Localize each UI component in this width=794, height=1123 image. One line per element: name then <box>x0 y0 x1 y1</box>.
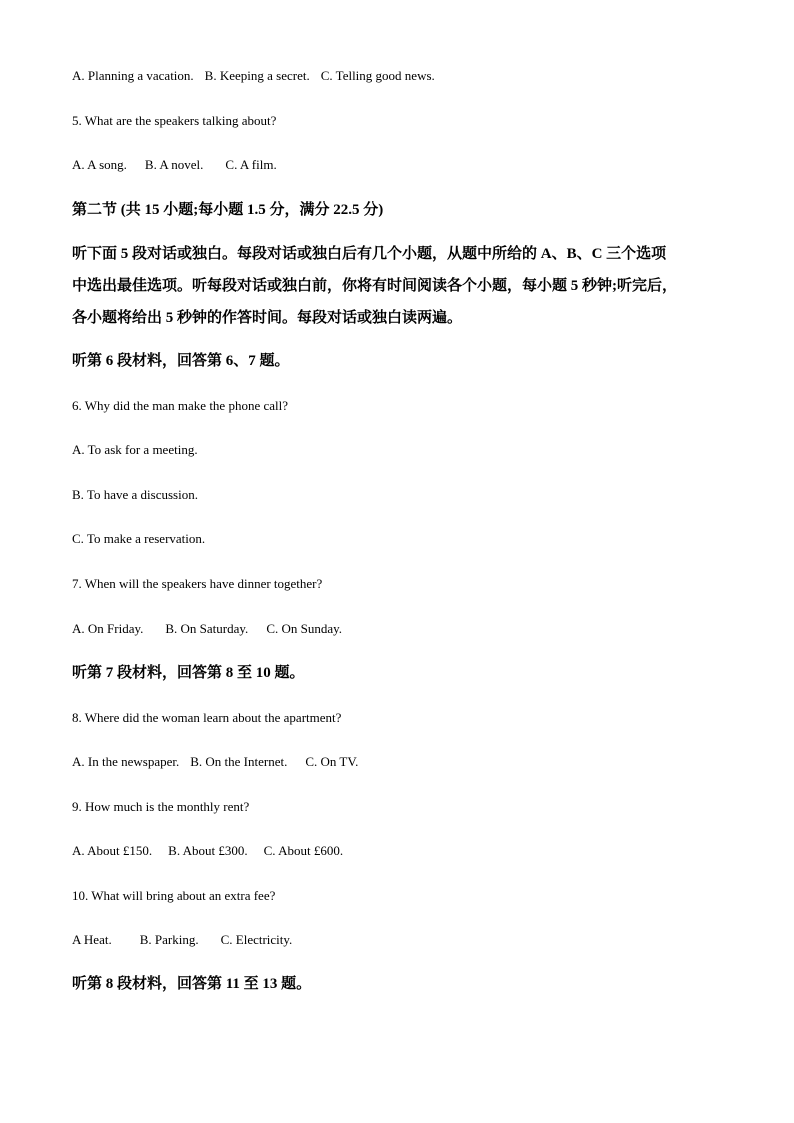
q10-options <box>72 932 292 948</box>
q9-option-a: A. About £150. <box>72 843 153 858</box>
passage6-heading: 听第 6 段材料，回答第 6、7 题。 <box>72 353 290 369</box>
q7-option-b: B. On Saturday. <box>165 621 249 636</box>
q4-options <box>72 68 435 84</box>
question-10: 10. What will bring about an extra fee? <box>72 888 276 903</box>
q8-option-a: A. In the newspaper. <box>72 754 180 769</box>
question-6: 6. Why did the man make the phone call? <box>72 398 288 413</box>
instructions-line-2: 中选出最佳选项。听每段对话或独白前，你将有时间阅读各个小题，每小题 5 秒钟;听完后， <box>72 278 677 294</box>
passage7-heading: 听第 7 段材料，回答第 8 至 10 题。 <box>72 665 305 681</box>
section2-title: 第二节 (共 15 小题;每小题 1.5 分，满分 22.5 分) <box>72 202 384 218</box>
q7-option-a: A. On Friday. <box>72 621 144 636</box>
q4-option-b: B. Keeping a secret. <box>204 68 310 83</box>
q8-option-c: C. On TV. <box>305 754 359 769</box>
q10-option-c: C. Electricity. <box>220 932 293 947</box>
question-9: 9. How much is the monthly rent? <box>72 799 250 814</box>
q9-option-c: C. About £600. <box>263 843 344 858</box>
q5-option-c: C. A film. <box>225 157 277 172</box>
q6-option-a: A. To ask for a meeting. <box>72 442 198 457</box>
q5-option-b: B. A novel. <box>144 157 204 172</box>
q7-options <box>72 621 342 637</box>
instructions-line-3: 各小题将给出 5 秒钟的作答时间。每段对话或独白读两遍。 <box>72 310 463 326</box>
q5-options <box>72 157 277 173</box>
q10-option-b: B. Parking. <box>139 932 199 947</box>
question-7: 7. When will the speakers have dinner together? <box>72 576 323 591</box>
q8-options <box>72 754 358 770</box>
q5-option-a: A. A song. <box>72 157 127 172</box>
instructions-line-1: 听下面 5 段对话或独白。每段对话或独白后有几个小题，从题中所给的 A、B、C 三个选项 <box>72 246 667 262</box>
q6-option-c: C. To make a reservation. <box>72 531 206 546</box>
passage8-heading: 听第 8 段材料，回答第 11 至 13 题。 <box>72 976 312 992</box>
q7-option-c: C. On Sunday. <box>266 621 343 636</box>
q4-option-a: A. Planning a vacation. <box>72 68 194 83</box>
q4-option-c: C. Telling good news. <box>320 68 435 83</box>
q10-option-a: A Heat. <box>72 932 112 947</box>
q6-option-b: B. To have a discussion. <box>72 487 198 502</box>
q9-option-b: B. About £300. <box>168 843 248 858</box>
question-8: 8. Where did the woman learn about the apartment? <box>72 710 342 725</box>
question-5: 5. What are the speakers talking about? <box>72 113 277 128</box>
q8-option-b: B. On the Internet. <box>190 754 288 769</box>
q9-options <box>72 843 343 859</box>
